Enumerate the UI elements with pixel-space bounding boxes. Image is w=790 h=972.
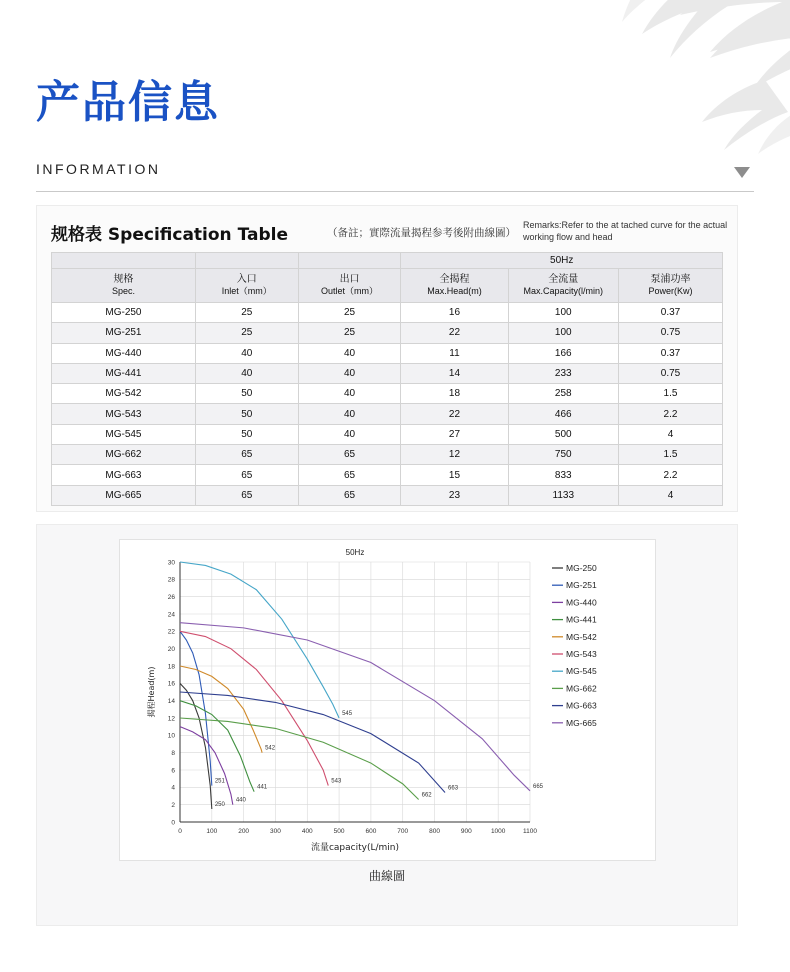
table-cell: 16 <box>401 303 508 323</box>
table-row <box>52 343 723 363</box>
table-cell: 65 <box>195 465 298 485</box>
table-cell: 40 <box>298 384 401 404</box>
specification-remark: Remarks:Refer to the at tached curve for the actual working flow and head <box>523 220 728 243</box>
x-tick-label: 200 <box>238 828 250 835</box>
y-tick-label: 8 <box>171 750 175 758</box>
curve-label-440: 440 <box>235 797 246 804</box>
col-outlet: 出口 Outlet（mm） <box>298 269 401 303</box>
table-row <box>52 445 723 465</box>
y-tick-label: 24 <box>167 611 175 619</box>
table-cell: 23 <box>401 485 508 505</box>
curve-label-251: 251 <box>214 778 225 785</box>
legend-label: MG-251 <box>566 580 597 591</box>
table-cell: MG-663 <box>52 465 196 485</box>
table-cell: 0.37 <box>619 343 723 363</box>
table-cell: 65 <box>298 465 401 485</box>
legend-label: MG-250 <box>566 563 597 573</box>
col-power: 泵浦功率 Power(Kw) <box>619 269 723 303</box>
y-tick-label: 22 <box>167 628 175 636</box>
legend-label: MG-665 <box>566 717 597 728</box>
specification-card <box>36 205 738 512</box>
y-tick-label: 18 <box>167 663 175 671</box>
curve-mg-663 <box>180 692 445 793</box>
legend-label: MG-543 <box>566 649 597 659</box>
table-cell: 22 <box>401 323 508 343</box>
table-cell: 166 <box>508 343 618 363</box>
curve-mg-665 <box>180 623 530 791</box>
table-cell: 2.2 <box>619 404 723 424</box>
table-cell: MG-665 <box>52 485 196 505</box>
table-cell: MG-662 <box>52 445 196 465</box>
x-tick-label: 600 <box>365 828 377 835</box>
curve-chart-panel <box>119 539 656 861</box>
x-tick-label: 1100 <box>523 828 537 835</box>
table-cell: 14 <box>401 363 508 383</box>
curve-label-545: 545 <box>342 711 353 717</box>
table-cell: 25 <box>195 323 298 343</box>
table-cell: 1.5 <box>619 445 723 465</box>
table-cell: 40 <box>298 424 401 444</box>
table-subheader-row <box>52 269 723 303</box>
table-cell: 2.2 <box>619 465 723 485</box>
x-tick-label: 900 <box>460 828 472 835</box>
specification-table <box>51 252 723 506</box>
table-cell: 40 <box>195 343 298 363</box>
table-cell: 25 <box>298 303 401 323</box>
y-tick-label: 14 <box>167 698 175 706</box>
table-row <box>52 303 723 323</box>
table-row <box>52 465 723 485</box>
curve-mg-440 <box>180 727 233 805</box>
curve-mg-542 <box>180 666 262 753</box>
table-cell: 40 <box>298 363 401 383</box>
performance-curve-card <box>36 524 738 926</box>
legend-label: MG-440 <box>566 597 597 608</box>
table-cell: 12 <box>401 445 508 465</box>
y-axis-label: 揭程Head(m) <box>147 666 156 718</box>
y-tick-label: 4 <box>171 784 175 792</box>
y-tick-label: 30 <box>167 559 175 567</box>
chart-title: 50Hz <box>345 548 365 557</box>
table-cell: 500 <box>508 424 618 444</box>
table-cell: 750 <box>508 445 618 465</box>
table-cell: 50 <box>195 384 298 404</box>
y-tick-label: 6 <box>171 767 175 775</box>
x-tick-label: 0 <box>178 828 182 835</box>
x-tick-label: 400 <box>301 828 313 835</box>
table-body <box>52 303 723 506</box>
x-tick-label: 300 <box>270 828 281 835</box>
specification-header <box>37 206 737 250</box>
table-cell: 4 <box>619 424 723 444</box>
table-cell: 18 <box>401 384 508 404</box>
legend-label: MG-542 <box>566 631 597 642</box>
table-cell: 25 <box>195 303 298 323</box>
table-cell: MG-440 <box>52 343 196 363</box>
table-row <box>52 363 723 383</box>
specification-note: （备註；實際流量揭程参考後附曲線圖） <box>327 227 516 239</box>
table-cell: 258 <box>508 384 618 404</box>
table-cell: 466 <box>508 404 618 424</box>
table-cell: 50 <box>195 424 298 444</box>
table-row <box>52 424 723 444</box>
table-cell: 15 <box>401 465 508 485</box>
x-tick-label: 1000 <box>490 828 506 835</box>
specification-title: 规格表 Specification Table <box>51 225 288 245</box>
table-row <box>52 384 723 404</box>
legend-label: MG-662 <box>566 683 597 694</box>
y-tick-label: 12 <box>167 715 175 723</box>
table-cell: 100 <box>508 303 618 323</box>
table-cell: 11 <box>401 343 508 363</box>
table-cell: 833 <box>508 465 618 485</box>
table-group-header-row <box>52 253 723 269</box>
x-tick-label: 500 <box>333 828 345 835</box>
legend-label: MG-545 <box>566 666 597 677</box>
table-cell: 0.75 <box>619 323 723 343</box>
table-cell: 0.37 <box>619 303 723 323</box>
section-subtitle-bar <box>36 155 754 192</box>
x-tick-label: 800 <box>429 828 440 835</box>
table-cell: 40 <box>298 343 401 363</box>
table-row <box>52 323 723 343</box>
curve-label-662: 662 <box>421 792 432 799</box>
table-cell: 1.5 <box>619 384 723 404</box>
table-cell: 40 <box>298 404 401 424</box>
x-tick-label: 700 <box>397 828 409 835</box>
table-cell: 65 <box>298 485 401 505</box>
table-cell: 233 <box>508 363 618 383</box>
curve-label-441: 441 <box>257 784 268 791</box>
table-cell: 27 <box>401 424 508 444</box>
table-cell: MG-441 <box>52 363 196 383</box>
chevron-down-icon <box>734 167 750 178</box>
table-head <box>52 253 723 303</box>
table-cell: 65 <box>298 445 401 465</box>
col-spec: 规格 Spec. <box>52 269 196 303</box>
leaf-shadow-decoration <box>560 0 790 180</box>
table-cell: MG-542 <box>52 384 196 404</box>
y-tick-label: 26 <box>167 594 175 602</box>
table-cell: 65 <box>195 445 298 465</box>
table-cell: 25 <box>298 323 401 343</box>
table-cell: MG-251 <box>52 323 196 343</box>
table-group-header-50hz: 50Hz <box>401 253 723 269</box>
table-cell: MG-543 <box>52 404 196 424</box>
section-subtitle: INFORMATION <box>36 161 161 177</box>
table-cell: 1133 <box>508 485 618 505</box>
col-max-capacity: 全流量 Max.Capacity(l/min) <box>508 269 618 303</box>
table-cell: 40 <box>195 363 298 383</box>
legend-label: MG-441 <box>566 614 597 625</box>
legend-label: MG-663 <box>566 700 597 711</box>
x-axis-label: 流量capacity(L/min) <box>310 843 400 853</box>
table-row <box>52 404 723 424</box>
table-cell: MG-545 <box>52 424 196 444</box>
y-tick-label: 0 <box>171 819 175 827</box>
table-cell: 0.75 <box>619 363 723 383</box>
curve-mg-545 <box>180 562 339 718</box>
chart-caption: 曲線圖 <box>368 869 405 883</box>
curve-mg-543 <box>180 631 328 785</box>
curve-label-665: 665 <box>533 783 544 790</box>
table-cell: 100 <box>508 323 618 343</box>
curve-label-543: 543 <box>331 778 342 785</box>
performance-curve-chart <box>120 540 655 860</box>
table-cell: 22 <box>401 404 508 424</box>
curve-label-663: 663 <box>448 785 459 792</box>
table-row <box>52 485 723 505</box>
table-cell: 65 <box>195 485 298 505</box>
curve-label-542: 542 <box>265 745 276 752</box>
y-tick-label: 28 <box>167 576 175 584</box>
table-cell: 50 <box>195 404 298 424</box>
y-tick-label: 16 <box>167 680 175 688</box>
col-max-head: 全揭程 Max.Head(m) <box>401 269 508 303</box>
table-cell: MG-250 <box>52 303 196 323</box>
x-tick-label: 100 <box>206 828 218 835</box>
col-inlet: 入口 Inlet（mm） <box>195 269 298 303</box>
table-cell: 4 <box>619 485 723 505</box>
y-tick-label: 20 <box>167 646 175 654</box>
y-tick-label: 10 <box>167 732 175 740</box>
page-title: 产品信息 <box>36 77 220 128</box>
y-tick-label: 2 <box>171 802 175 810</box>
curve-label-250: 250 <box>214 802 225 808</box>
